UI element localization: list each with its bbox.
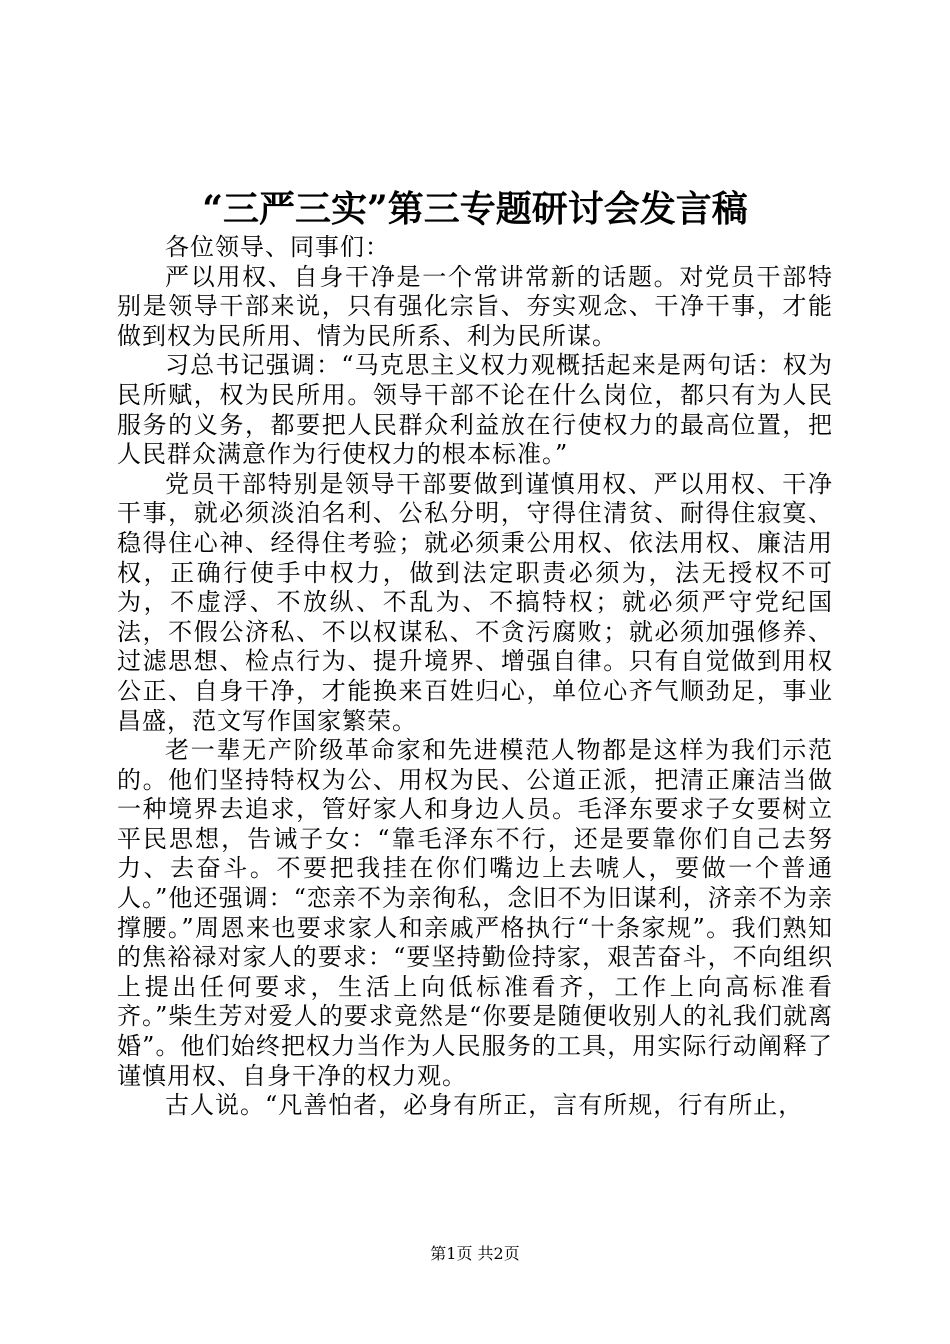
body-paragraph: 习总书记强调：“马克思主义权力观概括起来是两句话：权为民所赋，权为民所用。领导干部不论在什么岗位，都只有为人民服务的义务，都要把人民群众利益放在行使权力的最高位置，把人民群众满意作为行使权力的根本标准。” xyxy=(117,351,833,469)
body-paragraph: 严以用权、自身干净是一个常讲常新的话题。对党员干部特别是领导干部来说，只有强化宗旨、夯实观念、干净干事，才能做到权为民所用、情为民所系、利为民所谋。 xyxy=(117,262,833,350)
document-title: “三严三实”第三专题研讨会发言稿 xyxy=(202,188,748,230)
body-paragraph: 古人说。“凡善怕者，必身有所正，言有所规，行有所止， xyxy=(165,1091,804,1120)
document-body xyxy=(117,233,833,1121)
body-paragraph: 老一辈无产阶级革命家和先进模范人物都是这样为我们示范的。他们坚持特权为公、用权为民、公道正派，把清正廉洁当做一种境界去追求，管好家人和身边人员。毛泽东要求子女要树立平民思想，告诫子女：“靠毛泽东不行，还是要靠你们自己去努力、去奋斗。不要把我挂在你们嘴边上去唬人，要做一个普通人。”他还强调：“恋亲不为亲徇私，念旧不为旧谋利，济亲不为亲撑腰。”周恩来也要求家人和亲戚严格执行“十条家规”。我们熟知的焦裕禄对家人的要求：“要坚持勤俭持家，艰苦奋斗，不向组织上提出任何要求，生活上向低标准看齐，工作上向高标准看齐。”柴生芳对爱人的要求竟然是“你要是随便收别人的礼我们就离婚”。他们始终把权力当作为人民服务的工具，用实际行动阐释了谨慎用权、自身干净的权力观。 xyxy=(117,736,833,1090)
page-number-footer: 第1页 共2页 xyxy=(430,1244,520,1263)
salutation-paragraph: 各位领导、同事们： xyxy=(165,233,390,261)
body-paragraph: 党员干部特别是领导干部要做到谨慎用权、严以用权、干净干事，就必须淡泊名利、公私分明，守得住清贫、耐得住寂寞、稳得住心神、经得住考验；就必须秉公用权、依法用权、廉洁用权，正确行使手中权力，做到法定职责必须为，法无授权不可为，不虚浮、不放纵、不乱为、不搞特权；就必须严守党纪国法，不假公济私、不以权谋私、不贪污腐败；就必须加强修养、过滤思想、检点行为、提升境界、增强自律。只有自觉做到用权公正、自身干净，才能换来百姓归心，单位心齐气顺劲足，事业昌盛，范文写作国家繁荣。 xyxy=(117,469,833,735)
